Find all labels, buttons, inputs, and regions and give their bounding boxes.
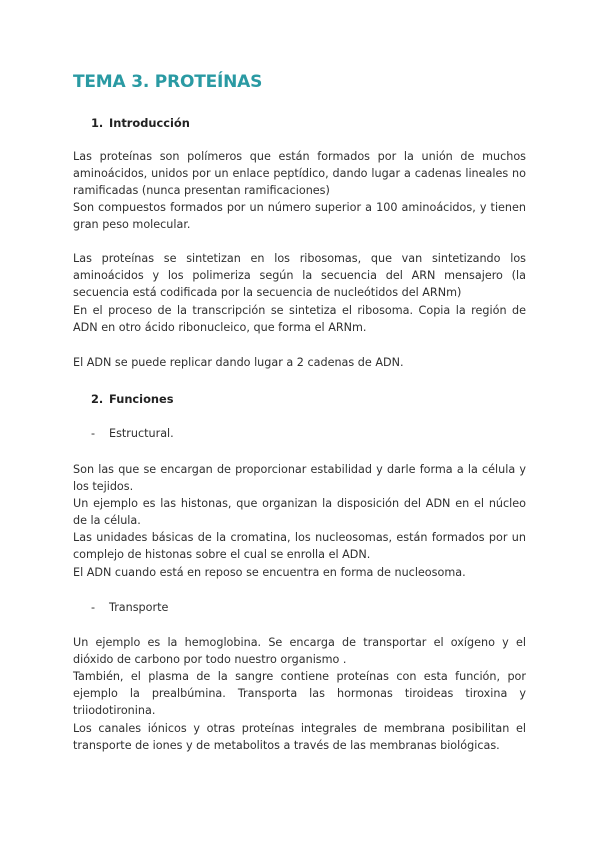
estructural-paragraph-1: Son las que se encargan de proporcionar estabilidad y darle forma a la célula y los tejidos. xyxy=(73,463,526,494)
transporte-paragraph-3: Los canales iónicos y otras proteínas integrales de membrana posibilitan el transporte de iones y de metabolitos a través de las membranas biológicas. xyxy=(73,722,526,753)
bullet-label: Estructural. xyxy=(109,427,174,440)
transporte-paragraph-2: También, el plasma de la sangre contiene proteínas con esta función, por ejemplo la prealbúmina. Transporta las hormonas tiroideas tiroxina y triiodotironina. xyxy=(73,670,526,718)
intro-paragraph-5: El ADN se puede replicar dando lugar a 2 cadenas de ADN. xyxy=(73,356,404,369)
estructural-paragraph-4: El ADN cuando está en reposo se encuentra en forma de nucleosoma. xyxy=(73,566,466,579)
section-heading-introduccion xyxy=(91,116,190,130)
section-number: 1. xyxy=(91,116,104,130)
intro-paragraph-3: Las proteínas se sintetizan en los ribosomas, que van sintetizando los aminoácidos y los polimeriza según la secuencia del ARN mensajero (la secuencia está codificada por la secuencia de nucleótidos del ARNm) xyxy=(73,252,526,300)
intro-paragraph-2: Son compuestos formados por un número superior a 100 aminoácidos, y tienen gran peso molecular. xyxy=(73,201,526,232)
bullet-estructural xyxy=(91,427,174,440)
bullet-transporte xyxy=(91,601,168,614)
section-label: Introducción xyxy=(109,116,190,130)
section-heading-funciones xyxy=(91,392,174,406)
section-label: Funciones xyxy=(109,392,174,406)
estructural-paragraph-2: Un ejemplo es las histonas, que organizan la disposición del ADN en el núcleo de la célula. xyxy=(73,497,526,528)
page-title: TEMA 3. PROTEÍNAS xyxy=(73,72,263,92)
transporte-paragraph-1: Un ejemplo es la hemoglobina. Se encarga de transportar el oxígeno y el dióxido de carbono por todo nuestro organismo . xyxy=(73,636,526,667)
bullet-dash: - xyxy=(91,601,96,614)
estructural-paragraph-3: Las unidades básicas de la cromatina, los nucleosomas, están formados por un complejo de histonas sobre el cual se enrolla el ADN. xyxy=(73,531,526,562)
intro-paragraph-4: En el proceso de la transcripción se sintetiza el ribosoma. Copia la región de ADN en otro ácido ribonucleico, que forma el ARNm. xyxy=(73,304,526,335)
section-number: 2. xyxy=(91,392,104,406)
intro-paragraph-1: Las proteínas son polímeros que están formados por la unión de muchos aminoácidos, unidos por un enlace peptídico, dando lugar a cadenas lineales no ramificadas (nunca presentan ramificaciones) xyxy=(73,150,526,198)
bullet-label: Transporte xyxy=(109,601,169,614)
bullet-dash: - xyxy=(91,427,96,440)
